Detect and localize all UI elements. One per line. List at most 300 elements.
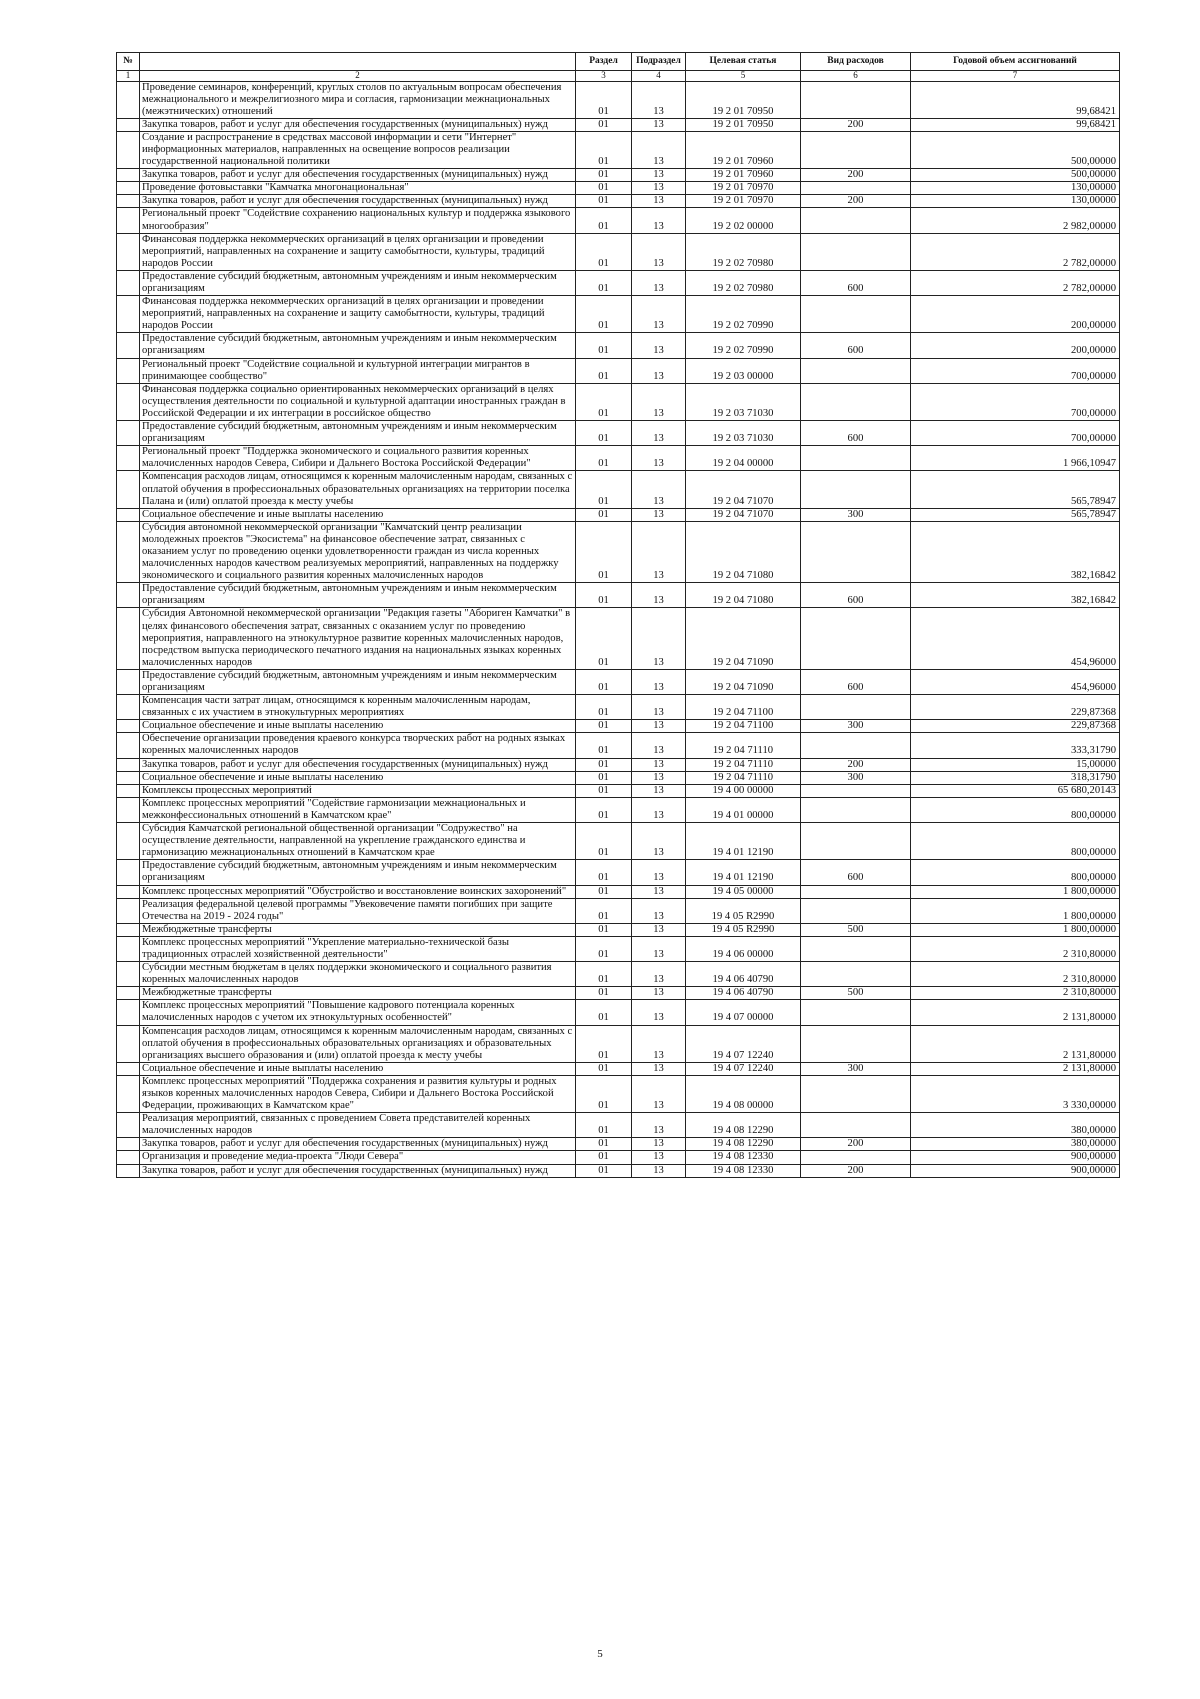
row-name-cell: Закупка товаров, работ и услуг для обеспечения государственных (муниципальных) нужд xyxy=(140,169,576,182)
row-name-cell: Региональный проект "Поддержка экономического и социального развития коренных малочисленных народов Севера, Сибири и Дальнего Востока Российской Федерации" xyxy=(140,446,576,471)
row-section-cell: 01 xyxy=(576,669,632,694)
table-row xyxy=(117,771,1120,784)
row-section-cell: 01 xyxy=(576,521,632,582)
table-row xyxy=(117,797,1120,822)
row-section-cell: 01 xyxy=(576,182,632,195)
column-number: 4 xyxy=(632,71,686,82)
row-number-cell xyxy=(117,936,140,961)
table-row xyxy=(117,669,1120,694)
row-section-cell: 01 xyxy=(576,771,632,784)
row-amount-cell: 2 131,80000 xyxy=(911,1000,1120,1025)
row-target-cell: 19 4 07 00000 xyxy=(686,1000,801,1025)
row-amount-cell: 2 782,00000 xyxy=(911,233,1120,270)
row-amount-cell: 565,78947 xyxy=(911,471,1120,508)
row-amount-cell: 2 310,80000 xyxy=(911,962,1120,987)
row-target-cell: 19 4 05 00000 xyxy=(686,885,801,898)
row-subsection-cell: 13 xyxy=(632,421,686,446)
row-amount-cell: 3 330,00000 xyxy=(911,1075,1120,1112)
row-subsection-cell: 13 xyxy=(632,446,686,471)
table-row xyxy=(117,195,1120,208)
table-row xyxy=(117,1075,1120,1112)
row-expense-type-cell: 600 xyxy=(801,421,911,446)
table-row xyxy=(117,823,1120,860)
row-expense-type-cell xyxy=(801,182,911,195)
row-target-cell: 19 2 03 00000 xyxy=(686,358,801,383)
table-row xyxy=(117,1000,1120,1025)
row-amount-cell: 1 800,00000 xyxy=(911,898,1120,923)
row-name-cell: Социальное обеспечение и иные выплаты населению xyxy=(140,1062,576,1075)
row-expense-type-cell xyxy=(801,471,911,508)
row-name-cell: Проведение фотовыставки "Камчатка многонациональная" xyxy=(140,182,576,195)
row-subsection-cell: 13 xyxy=(632,118,686,131)
row-amount-cell: 2 310,80000 xyxy=(911,987,1120,1000)
row-target-cell: 19 2 02 70980 xyxy=(686,270,801,295)
row-section-cell: 01 xyxy=(576,784,632,797)
row-target-cell: 19 2 04 71070 xyxy=(686,508,801,521)
table-row xyxy=(117,860,1120,885)
row-section-cell: 01 xyxy=(576,270,632,295)
row-expense-type-cell xyxy=(801,131,911,168)
row-name-cell: Обеспечение организации проведения краевого конкурса творческих работ на родных языках коренных малочисленных народов xyxy=(140,733,576,758)
row-expense-type-cell xyxy=(801,733,911,758)
row-name-cell: Создание и распространение в средствах массовой информации и сети "Интернет" информационных материалов, направленных на освещение вопросов реализации государственной национальной политики xyxy=(140,131,576,168)
row-subsection-cell: 13 xyxy=(632,923,686,936)
row-amount-cell: 565,78947 xyxy=(911,508,1120,521)
row-number-cell xyxy=(117,1000,140,1025)
row-name-cell: Закупка товаров, работ и услуг для обеспечения государственных (муниципальных) нужд xyxy=(140,118,576,131)
row-amount-cell: 900,00000 xyxy=(911,1164,1120,1177)
row-target-cell: 19 2 01 70960 xyxy=(686,169,801,182)
row-section-cell: 01 xyxy=(576,208,632,233)
row-expense-type-cell: 300 xyxy=(801,720,911,733)
row-target-cell: 19 4 08 00000 xyxy=(686,1075,801,1112)
row-name-cell: Закупка товаров, работ и услуг для обеспечения государственных (муниципальных) нужд xyxy=(140,1164,576,1177)
row-subsection-cell: 13 xyxy=(632,333,686,358)
table-row xyxy=(117,521,1120,582)
row-name-cell: Комплекс процессных мероприятий "Содействие гармонизации межнациональных и межконфессиональных отношений в Камчатском крае" xyxy=(140,797,576,822)
row-subsection-cell: 13 xyxy=(632,823,686,860)
table-row xyxy=(117,720,1120,733)
row-number-cell xyxy=(117,608,140,669)
row-section-cell: 01 xyxy=(576,720,632,733)
row-name-cell: Комплекс процессных мероприятий "Поддержка сохранения и развития культуры и родных языков коренных малочисленных народов Севера, Сибири и Дальнего Востока Российской Федерации, проживающих в Камчатском крае" xyxy=(140,1075,576,1112)
row-subsection-cell: 13 xyxy=(632,383,686,420)
row-expense-type-cell: 600 xyxy=(801,860,911,885)
row-name-cell: Проведение семинаров, конференций, круглых столов по актуальным вопросам обеспечения межнационального и межрелигиозного мира и согласия, гармонизации межнациональных (межэтнических) отношений xyxy=(140,81,576,118)
row-section-cell: 01 xyxy=(576,1075,632,1112)
row-section-cell: 01 xyxy=(576,296,632,333)
row-expense-type-cell: 600 xyxy=(801,333,911,358)
row-amount-cell: 200,00000 xyxy=(911,296,1120,333)
row-name-cell: Субсидия автономной некоммерческой организации "Камчатский центр реализации молодежных проектов "Экосистема" на финансовое обеспечение затрат, связанных с оказанием услуг по проведению оценки удовлетворенности граждан из числа коренных малочисленных народов качеством реализуемых мероприятий, направленных на поддержку экономического и социального развития коренных малочисленных народов xyxy=(140,521,576,582)
row-section-cell: 01 xyxy=(576,333,632,358)
row-section-cell: 01 xyxy=(576,885,632,898)
row-number-cell xyxy=(117,720,140,733)
row-number-cell xyxy=(117,784,140,797)
row-name-cell: Реализация федеральной целевой программы "Увековечение памяти погибших при защите Отечества на 2019 - 2024 годы" xyxy=(140,898,576,923)
row-amount-cell: 130,00000 xyxy=(911,182,1120,195)
table-row xyxy=(117,1062,1120,1075)
row-subsection-cell: 13 xyxy=(632,521,686,582)
row-subsection-cell: 13 xyxy=(632,733,686,758)
row-section-cell: 01 xyxy=(576,797,632,822)
row-section-cell: 01 xyxy=(576,936,632,961)
row-name-cell: Межбюджетные трансферты xyxy=(140,923,576,936)
row-expense-type-cell xyxy=(801,208,911,233)
row-expense-type-cell: 500 xyxy=(801,987,911,1000)
row-number-cell xyxy=(117,508,140,521)
row-number-cell xyxy=(117,233,140,270)
row-name-cell: Субсидии местным бюджетам в целях поддержки экономического и социального развития коренных малочисленных народов xyxy=(140,962,576,987)
row-name-cell: Закупка товаров, работ и услуг для обеспечения государственных (муниципальных) нужд xyxy=(140,758,576,771)
row-amount-cell: 700,00000 xyxy=(911,383,1120,420)
column-number: 6 xyxy=(801,71,911,82)
row-expense-type-cell xyxy=(801,521,911,582)
row-amount-cell: 99,68421 xyxy=(911,81,1120,118)
row-name-cell: Финансовая поддержка некоммерческих организаций в целях организации и проведении мероприятий, направленных на сохранение и защиту самобытности, культуры, традиций народов России xyxy=(140,233,576,270)
row-subsection-cell: 13 xyxy=(632,608,686,669)
row-subsection-cell: 13 xyxy=(632,860,686,885)
row-section-cell: 01 xyxy=(576,1062,632,1075)
table-row xyxy=(117,1025,1120,1062)
row-name-cell: Компенсация расходов лицам, относящимся к коренным малочисленным народам, связанных с оплатой обучения в профессиональных образовательных организациях на территории поселка Палана и (или) оплатой проезда к месту учебы xyxy=(140,471,576,508)
row-target-cell: 19 2 04 71080 xyxy=(686,521,801,582)
row-target-cell: 19 2 02 70980 xyxy=(686,233,801,270)
row-name-cell: Субсидия Автономной некоммерческой организации "Редакция газеты "Абориген Камчатки" в целях финансового обеспечения затрат, связанных с оказанием услуг по проведению мероприятия, направленного на этнокультурное развитие коренных малочисленных народов, посредством выпуска периодического печатного издания на национальных языках коренных малочисленных народов xyxy=(140,608,576,669)
row-subsection-cell: 13 xyxy=(632,898,686,923)
row-subsection-cell: 13 xyxy=(632,669,686,694)
row-section-cell: 01 xyxy=(576,383,632,420)
row-target-cell: 19 2 04 71100 xyxy=(686,720,801,733)
row-amount-cell: 2 131,80000 xyxy=(911,1025,1120,1062)
row-number-cell xyxy=(117,583,140,608)
row-amount-cell: 1 800,00000 xyxy=(911,923,1120,936)
row-amount-cell: 800,00000 xyxy=(911,860,1120,885)
row-subsection-cell: 13 xyxy=(632,131,686,168)
row-subsection-cell: 13 xyxy=(632,358,686,383)
row-target-cell: 19 2 02 00000 xyxy=(686,208,801,233)
table-row xyxy=(117,1113,1120,1138)
row-amount-cell: 65 680,20143 xyxy=(911,784,1120,797)
row-subsection-cell: 13 xyxy=(632,508,686,521)
row-number-cell xyxy=(117,1138,140,1151)
row-name-cell: Закупка товаров, работ и услуг для обеспечения государственных (муниципальных) нужд xyxy=(140,1138,576,1151)
row-target-cell: 19 4 08 12290 xyxy=(686,1138,801,1151)
row-subsection-cell: 13 xyxy=(632,233,686,270)
row-section-cell: 01 xyxy=(576,81,632,118)
row-subsection-cell: 13 xyxy=(632,720,686,733)
row-amount-cell: 318,31790 xyxy=(911,771,1120,784)
row-subsection-cell: 13 xyxy=(632,583,686,608)
row-target-cell: 19 2 04 71070 xyxy=(686,471,801,508)
table-row xyxy=(117,471,1120,508)
table-row xyxy=(117,446,1120,471)
row-amount-cell: 380,00000 xyxy=(911,1138,1120,1151)
row-amount-cell: 200,00000 xyxy=(911,333,1120,358)
row-subsection-cell: 13 xyxy=(632,208,686,233)
row-expense-type-cell: 200 xyxy=(801,1138,911,1151)
row-target-cell: 19 4 06 00000 xyxy=(686,936,801,961)
row-number-cell xyxy=(117,358,140,383)
row-target-cell: 19 2 02 70990 xyxy=(686,333,801,358)
column-number-row xyxy=(117,71,1120,82)
row-subsection-cell: 13 xyxy=(632,936,686,961)
row-subsection-cell: 13 xyxy=(632,81,686,118)
row-amount-cell: 900,00000 xyxy=(911,1151,1120,1164)
row-name-cell: Комплекс процессных мероприятий "Укрепление материально-технической базы традиционных отраслей хозяйственной деятельности" xyxy=(140,936,576,961)
row-subsection-cell: 13 xyxy=(632,182,686,195)
row-number-cell xyxy=(117,169,140,182)
row-amount-cell: 454,96000 xyxy=(911,608,1120,669)
row-name-cell: Предоставление субсидий бюджетным, автономным учреждениям и иным некоммерческим организациям xyxy=(140,583,576,608)
row-expense-type-cell xyxy=(801,695,911,720)
row-expense-type-cell: 200 xyxy=(801,195,911,208)
row-name-cell: Компенсация части затрат лицам, относящимся к коренным малочисленным народам, связанных с их участием в этнокультурных мероприятиях xyxy=(140,695,576,720)
row-name-cell: Предоставление субсидий бюджетным, автономным учреждениям и иным некоммерческим организациям xyxy=(140,669,576,694)
row-section-cell: 01 xyxy=(576,758,632,771)
row-target-cell: 19 4 08 12290 xyxy=(686,1113,801,1138)
header-section: Раздел xyxy=(576,53,632,71)
header-no: № xyxy=(117,53,140,71)
row-number-cell xyxy=(117,695,140,720)
row-name-cell: Организация и проведение медиа-проекта "Люди Севера" xyxy=(140,1151,576,1164)
row-number-cell xyxy=(117,1164,140,1177)
row-name-cell: Предоставление субсидий бюджетным, автономным учреждениям и иным некоммерческим организациям xyxy=(140,421,576,446)
row-number-cell xyxy=(117,987,140,1000)
row-target-cell: 19 2 04 71110 xyxy=(686,758,801,771)
table-row xyxy=(117,923,1120,936)
row-section-cell: 01 xyxy=(576,695,632,720)
row-number-cell xyxy=(117,758,140,771)
row-expense-type-cell: 300 xyxy=(801,1062,911,1075)
budget-table-sheet xyxy=(116,52,1119,1178)
row-name-cell: Социальное обеспечение и иные выплаты населению xyxy=(140,508,576,521)
row-name-cell: Комплекс процессных мероприятий "Повышение кадрового потенциала коренных малочисленных народов с учетом их этнокультурных особенностей" xyxy=(140,1000,576,1025)
row-expense-type-cell xyxy=(801,936,911,961)
table-row xyxy=(117,608,1120,669)
row-target-cell: 19 2 04 71090 xyxy=(686,608,801,669)
row-expense-type-cell: 600 xyxy=(801,270,911,295)
row-section-cell: 01 xyxy=(576,823,632,860)
row-section-cell: 01 xyxy=(576,508,632,521)
row-target-cell: 19 4 06 40790 xyxy=(686,987,801,1000)
row-expense-type-cell xyxy=(801,383,911,420)
row-target-cell: 19 2 01 70970 xyxy=(686,182,801,195)
row-section-cell: 01 xyxy=(576,1151,632,1164)
row-amount-cell: 130,00000 xyxy=(911,195,1120,208)
row-name-cell: Финансовая поддержка некоммерческих организаций в целях организации и проведении мероприятий, направленных на сохранение и защиту самобытности, культуры, традиций народов России xyxy=(140,296,576,333)
row-number-cell xyxy=(117,1025,140,1062)
row-amount-cell: 382,16842 xyxy=(911,521,1120,582)
row-expense-type-cell xyxy=(801,885,911,898)
table-row xyxy=(117,885,1120,898)
row-amount-cell: 700,00000 xyxy=(911,421,1120,446)
row-amount-cell: 1 800,00000 xyxy=(911,885,1120,898)
row-section-cell: 01 xyxy=(576,962,632,987)
row-subsection-cell: 13 xyxy=(632,1138,686,1151)
table-row xyxy=(117,508,1120,521)
row-amount-cell: 2 310,80000 xyxy=(911,936,1120,961)
row-section-cell: 01 xyxy=(576,471,632,508)
row-expense-type-cell: 200 xyxy=(801,118,911,131)
row-section-cell: 01 xyxy=(576,1025,632,1062)
row-expense-type-cell xyxy=(801,446,911,471)
row-target-cell: 19 4 00 00000 xyxy=(686,784,801,797)
table-row xyxy=(117,583,1120,608)
row-target-cell: 19 4 01 12190 xyxy=(686,860,801,885)
budget-table xyxy=(116,52,1120,1178)
row-section-cell: 01 xyxy=(576,923,632,936)
table-row xyxy=(117,1151,1120,1164)
column-number: 7 xyxy=(911,71,1120,82)
row-number-cell xyxy=(117,270,140,295)
table-row xyxy=(117,208,1120,233)
row-number-cell xyxy=(117,471,140,508)
table-row xyxy=(117,784,1120,797)
row-section-cell: 01 xyxy=(576,131,632,168)
row-subsection-cell: 13 xyxy=(632,962,686,987)
row-subsection-cell: 13 xyxy=(632,296,686,333)
row-amount-cell: 380,00000 xyxy=(911,1113,1120,1138)
row-section-cell: 01 xyxy=(576,608,632,669)
row-amount-cell: 500,00000 xyxy=(911,169,1120,182)
row-number-cell xyxy=(117,733,140,758)
row-section-cell: 01 xyxy=(576,446,632,471)
row-target-cell: 19 4 01 00000 xyxy=(686,797,801,822)
column-number: 5 xyxy=(686,71,801,82)
header-row xyxy=(117,53,1120,71)
row-section-cell: 01 xyxy=(576,987,632,1000)
row-number-cell xyxy=(117,182,140,195)
row-amount-cell: 382,16842 xyxy=(911,583,1120,608)
row-number-cell xyxy=(117,771,140,784)
row-amount-cell: 500,00000 xyxy=(911,131,1120,168)
row-section-cell: 01 xyxy=(576,1113,632,1138)
row-expense-type-cell xyxy=(801,823,911,860)
row-number-cell xyxy=(117,1075,140,1112)
row-number-cell xyxy=(117,421,140,446)
row-name-cell: Предоставление субсидий бюджетным, автономным учреждениям и иным некоммерческим организациям xyxy=(140,860,576,885)
table-row xyxy=(117,296,1120,333)
row-amount-cell: 99,68421 xyxy=(911,118,1120,131)
row-subsection-cell: 13 xyxy=(632,1075,686,1112)
row-number-cell xyxy=(117,962,140,987)
row-amount-cell: 2 131,80000 xyxy=(911,1062,1120,1075)
table-row xyxy=(117,383,1120,420)
table-row xyxy=(117,182,1120,195)
page-number: 5 xyxy=(597,1648,603,1660)
row-target-cell: 19 2 04 71080 xyxy=(686,583,801,608)
table-row xyxy=(117,333,1120,358)
row-subsection-cell: 13 xyxy=(632,797,686,822)
row-number-cell xyxy=(117,521,140,582)
row-name-cell: Предоставление субсидий бюджетным, автономным учреждениям и иным некоммерческим организациям xyxy=(140,333,576,358)
row-section-cell: 01 xyxy=(576,860,632,885)
table-row xyxy=(117,1138,1120,1151)
header-target: Целевая статья xyxy=(686,53,801,71)
row-expense-type-cell: 600 xyxy=(801,669,911,694)
row-expense-type-cell: 500 xyxy=(801,923,911,936)
table-row xyxy=(117,118,1120,131)
header-expense-type: Вид расходов xyxy=(801,53,911,71)
row-expense-type-cell xyxy=(801,296,911,333)
table-row xyxy=(117,695,1120,720)
row-target-cell: 19 2 04 71110 xyxy=(686,771,801,784)
table-row xyxy=(117,962,1120,987)
row-number-cell xyxy=(117,383,140,420)
row-target-cell: 19 2 03 71030 xyxy=(686,421,801,446)
row-number-cell xyxy=(117,81,140,118)
row-number-cell xyxy=(117,208,140,233)
row-target-cell: 19 4 08 12330 xyxy=(686,1164,801,1177)
row-subsection-cell: 13 xyxy=(632,195,686,208)
row-expense-type-cell xyxy=(801,233,911,270)
row-name-cell: Компенсация расходов лицам, относящимся к коренным малочисленным народам, связанных с оплатой обучения в профессиональных образовательных организациях и образовательных организациях высшего образования и (или) оплатой проезда к месту учебы xyxy=(140,1025,576,1062)
row-name-cell: Комплексы процессных мероприятий xyxy=(140,784,576,797)
row-expense-type-cell: 200 xyxy=(801,758,911,771)
header-amount: Годовой объем ассигнований xyxy=(911,53,1120,71)
row-expense-type-cell: 200 xyxy=(801,1164,911,1177)
row-name-cell: Реализация мероприятий, связанных с проведением Совета представителей коренных малочисленных народов xyxy=(140,1113,576,1138)
row-number-cell xyxy=(117,131,140,168)
table-row xyxy=(117,358,1120,383)
row-section-cell: 01 xyxy=(576,118,632,131)
row-target-cell: 19 4 06 40790 xyxy=(686,962,801,987)
row-section-cell: 01 xyxy=(576,233,632,270)
row-target-cell: 19 2 01 70950 xyxy=(686,118,801,131)
row-number-cell xyxy=(117,1113,140,1138)
row-section-cell: 01 xyxy=(576,1000,632,1025)
row-name-cell: Региональный проект "Содействие социальной и культурной интеграции мигрантов в принимающее сообщество" xyxy=(140,358,576,383)
row-expense-type-cell xyxy=(801,962,911,987)
row-section-cell: 01 xyxy=(576,169,632,182)
row-name-cell: Финансовая поддержка социально ориентированных некоммерческих организаций в целях осуществления деятельности по социальной и культурной адаптации иностранных граждан в Российской Федерации и их интеграции в российское общество xyxy=(140,383,576,420)
row-amount-cell: 15,00000 xyxy=(911,758,1120,771)
row-number-cell xyxy=(117,669,140,694)
row-subsection-cell: 13 xyxy=(632,1000,686,1025)
row-expense-type-cell xyxy=(801,898,911,923)
row-target-cell: 19 2 02 70990 xyxy=(686,296,801,333)
row-expense-type-cell xyxy=(801,1025,911,1062)
table-row xyxy=(117,758,1120,771)
row-name-cell: Комплекс процессных мероприятий "Обустройство и восстановление воинских захоронений" xyxy=(140,885,576,898)
row-number-cell xyxy=(117,333,140,358)
row-expense-type-cell xyxy=(801,358,911,383)
row-amount-cell: 800,00000 xyxy=(911,823,1120,860)
row-subsection-cell: 13 xyxy=(632,1025,686,1062)
row-number-cell xyxy=(117,446,140,471)
row-target-cell: 19 4 07 12240 xyxy=(686,1025,801,1062)
row-subsection-cell: 13 xyxy=(632,771,686,784)
row-subsection-cell: 13 xyxy=(632,1164,686,1177)
row-amount-cell: 2 982,00000 xyxy=(911,208,1120,233)
table-row xyxy=(117,733,1120,758)
row-expense-type-cell: 600 xyxy=(801,583,911,608)
row-target-cell: 19 4 01 12190 xyxy=(686,823,801,860)
table-row xyxy=(117,169,1120,182)
row-number-cell xyxy=(117,860,140,885)
row-subsection-cell: 13 xyxy=(632,784,686,797)
row-expense-type-cell: 300 xyxy=(801,508,911,521)
row-number-cell xyxy=(117,195,140,208)
row-section-cell: 01 xyxy=(576,733,632,758)
row-subsection-cell: 13 xyxy=(632,270,686,295)
row-expense-type-cell xyxy=(801,784,911,797)
row-number-cell xyxy=(117,923,140,936)
row-subsection-cell: 13 xyxy=(632,1062,686,1075)
row-target-cell: 19 2 01 70970 xyxy=(686,195,801,208)
row-target-cell: 19 2 04 71110 xyxy=(686,733,801,758)
